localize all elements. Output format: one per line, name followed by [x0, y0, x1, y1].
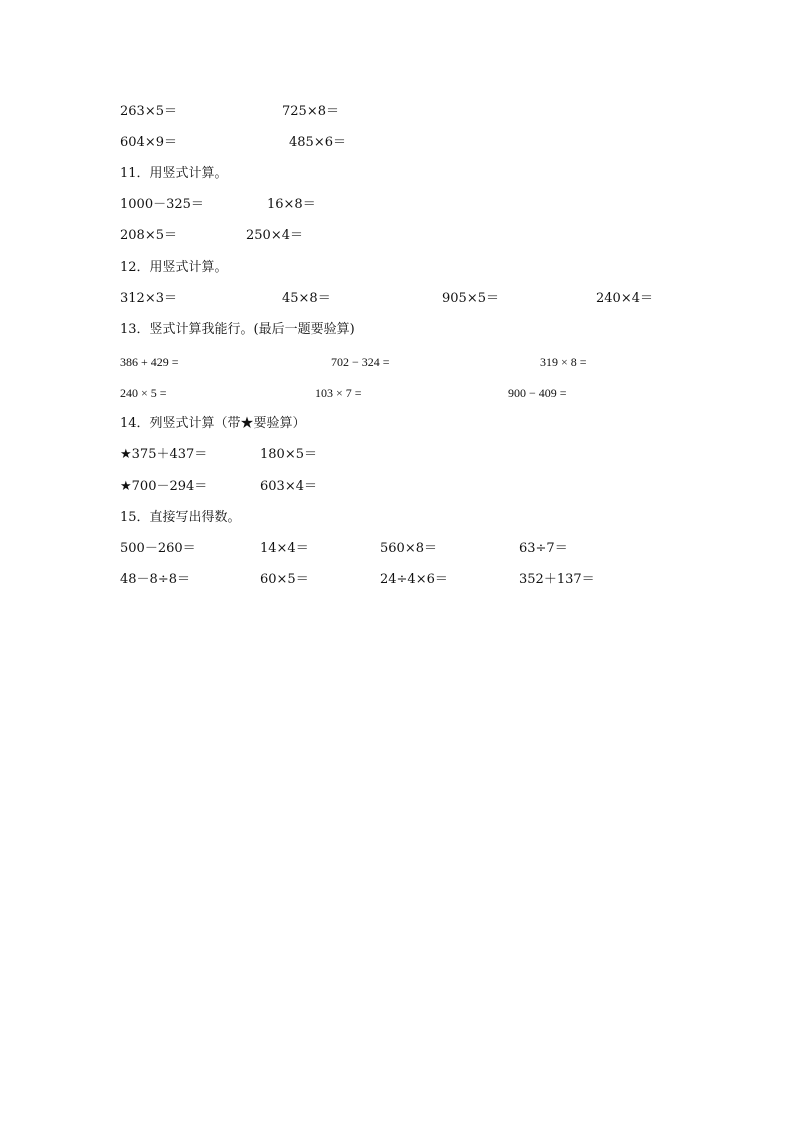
- problem-500-260: 500－260＝: [120, 541, 196, 556]
- row-12: [0, 444, 793, 466]
- problem-905x5: 905×5＝: [442, 291, 499, 306]
- problem-48-8div8: 48－8÷8＝: [120, 572, 190, 587]
- problem-103x7: 103 × 7 =: [315, 386, 362, 400]
- row-2: [0, 132, 793, 154]
- problem-604x9: 604×9＝: [120, 135, 177, 150]
- row-1: [0, 101, 793, 123]
- problem-900-409: 900 − 409 =: [508, 386, 567, 400]
- problem-1000-325: 1000－325＝: [120, 197, 204, 212]
- question-11-heading: 11．用竖式计算。: [120, 166, 228, 181]
- row-4: [0, 194, 793, 216]
- problem-386+429: 386 + 429 =: [120, 355, 179, 369]
- question-15-heading: 15．直接写出得数。: [120, 510, 241, 525]
- problem-240x4: 240×4＝: [596, 291, 653, 306]
- problem-180x5: 180×5＝: [260, 447, 317, 462]
- problem-250x4: 250×4＝: [246, 228, 303, 243]
- question-14-heading: 14．列竖式计算（带★要验算）: [120, 416, 306, 431]
- problem-24div4x6: 24÷4×6＝: [380, 572, 448, 587]
- problem-45x8: 45×8＝: [282, 291, 331, 306]
- question-13-heading: 13．竖式计算我能行。(最后一题要验算): [120, 322, 355, 337]
- row-15: [0, 538, 793, 560]
- problem-352+137: 352＋137＝: [519, 572, 595, 587]
- row-7: [0, 288, 793, 310]
- problem-263x5: 263×5＝: [120, 104, 177, 119]
- problem-700-294: ★700－294＝: [120, 479, 208, 494]
- row-16: [0, 569, 793, 591]
- problem-485x6: 485×6＝: [289, 135, 346, 150]
- problem-725x8: 725×8＝: [282, 104, 339, 119]
- problem-63div7: 63÷7＝: [519, 541, 568, 556]
- problem-375+437: ★375＋437＝: [120, 447, 208, 462]
- problem-312x3: 312×3＝: [120, 291, 177, 306]
- row-5: [0, 225, 793, 247]
- problem-60x5: 60×5＝: [260, 572, 309, 587]
- problem-560x8: 560×8＝: [380, 541, 437, 556]
- question-12-heading: 12．用竖式计算。: [120, 260, 228, 275]
- row-13: [0, 476, 793, 498]
- row-9: [0, 351, 793, 373]
- problem-16x8: 16×8＝: [267, 197, 316, 212]
- row-10: [0, 382, 793, 404]
- problem-208x5: 208×5＝: [120, 228, 177, 243]
- problem-603x4: 603×4＝: [260, 479, 317, 494]
- problem-240x5: 240 × 5 =: [120, 386, 167, 400]
- problem-702-324: 702 − 324 =: [331, 355, 390, 369]
- problem-14x4: 14×4＝: [260, 541, 309, 556]
- problem-319x8: 319 × 8 =: [540, 355, 587, 369]
